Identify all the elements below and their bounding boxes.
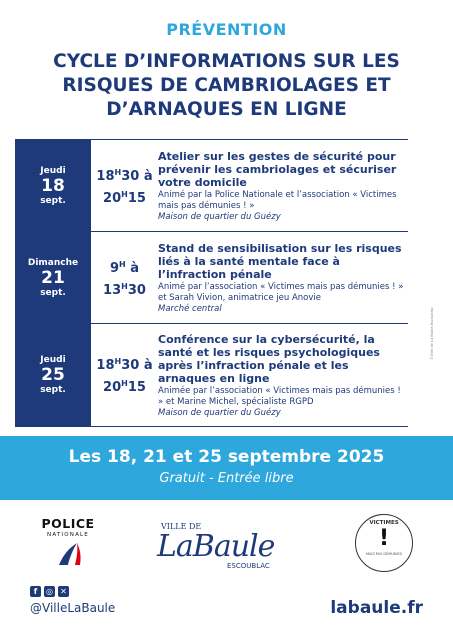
x-icon[interactable]: ✕ (58, 586, 69, 597)
time-end-h: H (121, 281, 128, 291)
event-title: Conférence sur la cybersécurité, la santé et les risques psychologiques après l’infraction pénale et les arnaques en ligne (158, 332, 380, 385)
la-baule-wordmark: LaBaule (157, 529, 275, 564)
victimes-association-logo (355, 514, 413, 572)
time-start-h: H (114, 167, 122, 177)
event-description (158, 140, 408, 231)
event-description (158, 232, 408, 323)
instagram-icon[interactable]: ◎ (44, 586, 55, 597)
time-end-h: H (121, 189, 128, 199)
event-date (15, 232, 91, 323)
time-start-h: H (119, 259, 126, 269)
website-link[interactable]: labaule.fr (330, 598, 423, 618)
event-place: Maison de quartier du Guézy (158, 407, 281, 418)
time-end-hour: 13 (103, 282, 122, 298)
event-day: 18 (41, 175, 65, 196)
event-weekday: Jeudi (40, 165, 66, 176)
event-host: Animé par l’association « Victimes mais pas démunies ! » et Sarah Vivion, animatrice jeu Anovie (158, 281, 404, 303)
exclamation-icon: ! (378, 526, 390, 551)
photo-credit: ©Ville de La Baule-Escoublac (430, 307, 434, 360)
event-title: Atelier sur les gestes de sécurité pour prévenir les cambriolages et sécuriser votre domicile (158, 149, 397, 189)
ville-de-text: VILLE DE (161, 522, 202, 531)
event-day: 21 (41, 267, 65, 288)
police-nationale-logo (36, 516, 100, 567)
event-description (158, 324, 408, 426)
time-start-rest: à (125, 260, 140, 276)
time-end-hour: 20 (103, 190, 122, 206)
event-time (91, 232, 158, 323)
event-weekday: Dimanche (27, 257, 79, 268)
page-title: CYCLE D’INFORMATIONS SUR LES RISQUES DE CAMBRIOLAGES ET D’ARNAQUES EN LIGNE (53, 51, 400, 120)
escoublac-text: ESCOUBLAC (227, 562, 270, 570)
event-month: sept. (40, 385, 66, 395)
event-weekday: Jeudi (40, 355, 66, 365)
event-date (15, 324, 91, 426)
event-month: sept. (40, 287, 66, 298)
banner-dates: Les 18, 21 et 25 septembre 2025 (68, 447, 385, 467)
event-time (91, 324, 158, 426)
partner-logos (0, 508, 453, 580)
event-time (91, 140, 158, 231)
ville-la-baule-logo (155, 512, 275, 574)
event-host: Animée par l’association « Victimes mais pas démunies ! » et Marine Michel, spécialiste RGPD (158, 385, 401, 407)
event-place: Maison de quartier du Guézy (158, 211, 281, 222)
social-icons (30, 586, 115, 597)
social-handle[interactable]: @VilleLaBaule (30, 601, 116, 615)
facebook-icon[interactable]: f (30, 586, 41, 597)
time-end-h: H (121, 379, 128, 388)
event-title: Stand de sensibilisation sur les risques liés à la santé mentale face à l’infraction pénale (158, 241, 402, 281)
event-row (15, 139, 408, 231)
event-row (15, 323, 408, 427)
police-logo-line1: POLICE (41, 516, 95, 531)
victimes-bottom-text: MAIS PAS DÉMUNIES (366, 552, 402, 556)
event-place: Marché central (158, 303, 222, 314)
time-start-hour: 18 (96, 168, 115, 184)
time-start-h: H (114, 357, 122, 366)
time-end-hour: 20 (103, 380, 122, 395)
event-date (15, 140, 91, 231)
victimes-top-text: VICTIMES (369, 520, 399, 526)
time-start-hour: 9 (109, 260, 120, 276)
tricolor-flag-icon (53, 541, 83, 567)
event-row (15, 231, 408, 323)
time-end-rest: 15 (127, 380, 146, 395)
banner-free-entry: Gratuit - Entrée libre (159, 471, 294, 486)
section-kicker: PRÉVENTION (166, 20, 287, 39)
event-host: Animé par la Police Nationale et l’association « Victimes mais pas démunies ! » (158, 189, 397, 211)
events-table (15, 139, 408, 427)
time-end-rest: 30 (127, 282, 146, 298)
event-month: sept. (40, 195, 66, 206)
dates-banner (0, 436, 453, 500)
police-logo-line2: NATIONALE (47, 532, 89, 538)
time-start-rest: 30 à (121, 358, 153, 373)
time-end-rest: 15 (127, 190, 146, 206)
time-start-rest: 30 à (121, 168, 153, 184)
time-start-hour: 18 (96, 358, 115, 373)
event-day: 25 (41, 365, 65, 385)
social-links (30, 586, 115, 615)
